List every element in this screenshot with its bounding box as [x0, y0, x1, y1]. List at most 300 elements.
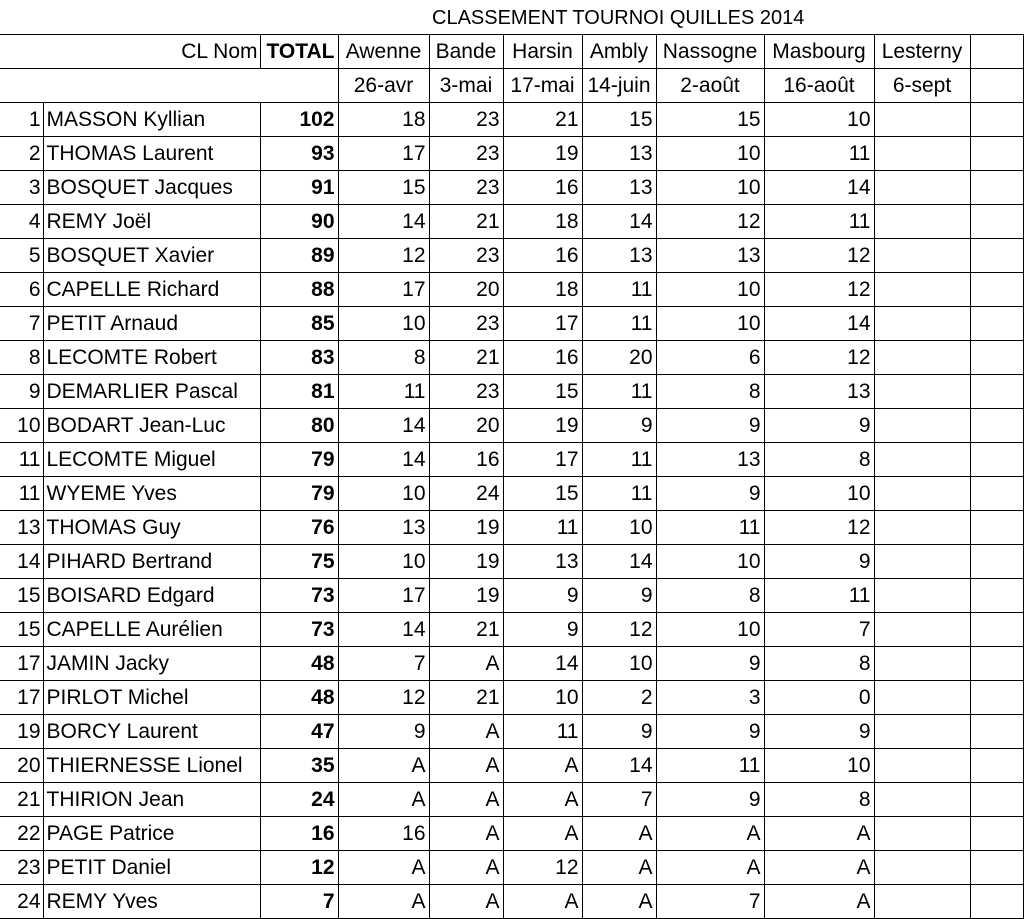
score-cell[interactable]: 17 — [338, 273, 429, 307]
empty-cell[interactable] — [970, 341, 1023, 375]
score-cell[interactable]: A — [338, 749, 429, 783]
empty-cell[interactable] — [970, 477, 1023, 511]
rank-cell[interactable]: 11 — [0, 477, 43, 511]
score-cell[interactable]: 16 — [338, 817, 429, 851]
empty-cell[interactable] — [970, 443, 1023, 477]
table-row — [0, 681, 1023, 715]
score-cell[interactable]: 18 — [503, 205, 582, 239]
rank-cell[interactable]: 9 — [0, 375, 43, 409]
rank-cell[interactable]: 2 — [0, 137, 43, 171]
name-cell[interactable]: BOISARD Edgard — [43, 579, 260, 613]
rank-cell[interactable]: 13 — [0, 511, 43, 545]
rank-cell[interactable]: 23 — [0, 851, 43, 885]
total-cell[interactable]: 73 — [260, 613, 338, 647]
table-row — [0, 205, 1023, 239]
header-venue[interactable]: Ambly — [582, 35, 656, 69]
empty-cell[interactable] — [970, 103, 1023, 137]
score-cell[interactable]: 23 — [429, 375, 503, 409]
score-cell[interactable]: 14 — [338, 613, 429, 647]
score-cell[interactable]: 21 — [429, 341, 503, 375]
score-cell[interactable]: 10 — [338, 307, 429, 341]
name-cell[interactable]: LECOMTE Robert — [43, 341, 260, 375]
empty-cell[interactable] — [970, 647, 1023, 681]
score-cell[interactable]: 21 — [429, 205, 503, 239]
score-cell[interactable]: 8 — [764, 647, 874, 681]
score-cell[interactable]: 20 — [582, 341, 656, 375]
total-cell[interactable]: 35 — [260, 749, 338, 783]
empty-cell[interactable] — [970, 817, 1023, 851]
score-cell[interactable]: 7 — [338, 647, 429, 681]
score-cell[interactable]: 23 — [429, 137, 503, 171]
score-cell[interactable] — [874, 307, 970, 341]
total-cell[interactable]: 89 — [260, 239, 338, 273]
score-cell[interactable] — [874, 817, 970, 851]
total-cell[interactable]: 81 — [260, 375, 338, 409]
score-cell[interactable] — [874, 613, 970, 647]
score-cell[interactable]: 17 — [503, 443, 582, 477]
score-cell[interactable]: 19 — [429, 545, 503, 579]
header-date[interactable]: 2-août — [656, 69, 764, 103]
score-cell[interactable] — [874, 137, 970, 171]
name-cell[interactable]: REMY Yves — [43, 885, 260, 919]
score-cell[interactable]: 10 — [656, 273, 764, 307]
header-cl-nom[interactable]: CL Nom — [0, 35, 260, 69]
rank-cell[interactable]: 15 — [0, 613, 43, 647]
score-cell[interactable]: 11 — [656, 511, 764, 545]
score-cell[interactable]: 21 — [429, 681, 503, 715]
score-cell[interactable]: 18 — [503, 273, 582, 307]
total-cell[interactable]: 24 — [260, 783, 338, 817]
name-cell[interactable]: BOSQUET Xavier — [43, 239, 260, 273]
header-venue[interactable]: Harsin — [503, 35, 582, 69]
score-cell[interactable]: 21 — [429, 613, 503, 647]
date-row — [0, 69, 1023, 103]
score-cell[interactable]: 13 — [582, 137, 656, 171]
name-cell[interactable]: PETIT Arnaud — [43, 307, 260, 341]
table-row — [0, 477, 1023, 511]
score-cell[interactable]: A — [429, 647, 503, 681]
table-row — [0, 545, 1023, 579]
score-cell[interactable]: 11 — [338, 375, 429, 409]
score-cell[interactable] — [874, 103, 970, 137]
score-cell[interactable] — [874, 511, 970, 545]
header-date[interactable]: 14-juin — [582, 69, 656, 103]
score-cell[interactable] — [874, 273, 970, 307]
header-date[interactable]: 6-sept — [874, 69, 970, 103]
empty-cell[interactable] — [970, 273, 1023, 307]
score-cell[interactable]: 3 — [656, 681, 764, 715]
header-venue[interactable]: Lesterny — [874, 35, 970, 69]
score-cell[interactable]: A — [656, 817, 764, 851]
empty-cell[interactable] — [970, 307, 1023, 341]
score-cell[interactable]: 19 — [429, 579, 503, 613]
name-cell[interactable]: LECOMTE Miguel — [43, 443, 260, 477]
score-cell[interactable]: 11 — [582, 477, 656, 511]
score-cell[interactable]: 9 — [656, 647, 764, 681]
score-cell[interactable]: A — [429, 885, 503, 919]
score-cell[interactable]: 8 — [338, 341, 429, 375]
score-cell[interactable]: A — [582, 851, 656, 885]
name-cell[interactable]: BOSQUET Jacques — [43, 171, 260, 205]
score-cell[interactable] — [874, 715, 970, 749]
total-cell[interactable]: 90 — [260, 205, 338, 239]
name-cell[interactable]: JAMIN Jacky — [43, 647, 260, 681]
table-row — [0, 307, 1023, 341]
name-cell[interactable]: PETIT Daniel — [43, 851, 260, 885]
name-cell[interactable]: PIRLOT Michel — [43, 681, 260, 715]
score-cell[interactable]: 12 — [764, 273, 874, 307]
score-cell[interactable]: 12 — [582, 613, 656, 647]
total-cell[interactable]: 91 — [260, 171, 338, 205]
score-cell[interactable]: 14 — [582, 749, 656, 783]
name-cell[interactable]: WYEME Yves — [43, 477, 260, 511]
score-cell[interactable]: 10 — [764, 477, 874, 511]
empty-cell[interactable] — [970, 69, 1023, 103]
score-cell[interactable] — [874, 545, 970, 579]
header-venue[interactable]: Nassogne — [656, 35, 764, 69]
score-cell[interactable]: 13 — [582, 171, 656, 205]
score-cell[interactable]: 10 — [503, 681, 582, 715]
rank-cell[interactable]: 4 — [0, 205, 43, 239]
name-cell[interactable]: PIHARD Bertrand — [43, 545, 260, 579]
score-cell[interactable]: 23 — [429, 171, 503, 205]
score-cell[interactable]: 11 — [582, 273, 656, 307]
name-cell[interactable]: THIERNESSE Lionel — [43, 749, 260, 783]
score-cell[interactable] — [874, 375, 970, 409]
score-cell[interactable]: 11 — [582, 307, 656, 341]
rank-cell[interactable]: 22 — [0, 817, 43, 851]
header-venue[interactable]: Bande — [429, 35, 503, 69]
total-cell[interactable]: 12 — [260, 851, 338, 885]
rank-cell[interactable]: 10 — [0, 409, 43, 443]
score-cell[interactable]: 13 — [656, 239, 764, 273]
empty-cell[interactable] — [970, 681, 1023, 715]
score-cell[interactable]: 7 — [764, 613, 874, 647]
total-cell[interactable]: 7 — [260, 885, 338, 919]
empty-cell[interactable] — [970, 409, 1023, 443]
score-cell[interactable]: 14 — [582, 545, 656, 579]
score-cell[interactable]: 9 — [656, 783, 764, 817]
total-cell[interactable]: 93 — [260, 137, 338, 171]
empty-cell[interactable] — [0, 69, 338, 103]
score-cell[interactable] — [874, 783, 970, 817]
score-cell[interactable]: A — [503, 817, 582, 851]
score-cell[interactable]: 9 — [764, 409, 874, 443]
score-cell[interactable]: 14 — [764, 171, 874, 205]
score-cell[interactable]: 12 — [764, 341, 874, 375]
score-cell[interactable] — [874, 477, 970, 511]
score-cell[interactable]: A — [338, 885, 429, 919]
score-cell[interactable]: A — [338, 851, 429, 885]
total-cell[interactable]: 48 — [260, 681, 338, 715]
empty-cell[interactable] — [970, 137, 1023, 171]
empty-cell[interactable] — [970, 35, 1023, 69]
score-cell[interactable]: 11 — [503, 715, 582, 749]
score-cell[interactable] — [874, 205, 970, 239]
name-cell[interactable]: THIRION Jean — [43, 783, 260, 817]
score-cell[interactable]: 19 — [503, 137, 582, 171]
score-cell[interactable]: A — [429, 851, 503, 885]
score-cell[interactable]: A — [764, 851, 874, 885]
score-cell[interactable]: 11 — [764, 137, 874, 171]
score-cell[interactable]: 10 — [656, 545, 764, 579]
table-row — [0, 715, 1023, 749]
score-cell[interactable]: 9 — [503, 613, 582, 647]
total-cell[interactable]: 73 — [260, 579, 338, 613]
name-cell[interactable]: THOMAS Guy — [43, 511, 260, 545]
rank-cell[interactable]: 1 — [0, 103, 43, 137]
score-cell[interactable]: 14 — [503, 647, 582, 681]
name-cell[interactable]: THOMAS Laurent — [43, 137, 260, 171]
empty-cell[interactable] — [970, 205, 1023, 239]
score-cell[interactable]: 18 — [338, 103, 429, 137]
score-cell[interactable]: 9 — [582, 715, 656, 749]
table-row — [0, 817, 1023, 851]
score-cell[interactable]: A — [503, 783, 582, 817]
score-cell[interactable]: 12 — [656, 205, 764, 239]
score-cell[interactable]: 9 — [503, 579, 582, 613]
score-cell[interactable]: 13 — [764, 375, 874, 409]
score-cell[interactable]: 12 — [764, 511, 874, 545]
score-cell[interactable]: 10 — [582, 647, 656, 681]
score-cell[interactable]: 10 — [764, 103, 874, 137]
score-cell[interactable]: A — [429, 715, 503, 749]
score-cell[interactable]: 8 — [656, 375, 764, 409]
score-cell[interactable] — [874, 885, 970, 919]
score-cell[interactable]: 23 — [429, 239, 503, 273]
score-cell[interactable]: 15 — [338, 171, 429, 205]
total-cell[interactable]: 47 — [260, 715, 338, 749]
table-row — [0, 579, 1023, 613]
header-date[interactable]: 3-mai — [429, 69, 503, 103]
total-cell[interactable]: 88 — [260, 273, 338, 307]
score-cell[interactable]: 17 — [338, 137, 429, 171]
score-cell[interactable]: 10 — [656, 137, 764, 171]
table-row — [0, 613, 1023, 647]
score-cell[interactable]: 19 — [503, 409, 582, 443]
score-cell[interactable]: 9 — [656, 715, 764, 749]
score-cell[interactable]: 13 — [503, 545, 582, 579]
header-venue[interactable]: Masbourg — [764, 35, 874, 69]
empty-cell[interactable] — [970, 375, 1023, 409]
rank-cell[interactable]: 5 — [0, 239, 43, 273]
score-cell[interactable]: 23 — [429, 103, 503, 137]
rank-cell[interactable]: 17 — [0, 681, 43, 715]
score-cell[interactable]: 11 — [582, 443, 656, 477]
score-cell[interactable]: A — [429, 817, 503, 851]
total-cell[interactable]: 75 — [260, 545, 338, 579]
header-venue[interactable]: Awenne — [338, 35, 429, 69]
score-cell[interactable]: 7 — [656, 885, 764, 919]
total-cell[interactable]: 79 — [260, 443, 338, 477]
total-cell[interactable]: 79 — [260, 477, 338, 511]
score-cell[interactable] — [874, 851, 970, 885]
score-cell[interactable] — [874, 749, 970, 783]
score-cell[interactable]: 10 — [656, 613, 764, 647]
score-cell[interactable]: 7 — [582, 783, 656, 817]
score-cell[interactable]: 8 — [656, 579, 764, 613]
total-cell[interactable]: 48 — [260, 647, 338, 681]
score-cell[interactable]: 20 — [429, 409, 503, 443]
rank-cell[interactable]: 24 — [0, 885, 43, 919]
empty-cell[interactable] — [970, 239, 1023, 273]
name-cell[interactable]: PAGE Patrice — [43, 817, 260, 851]
score-cell[interactable]: A — [503, 749, 582, 783]
score-cell[interactable] — [874, 239, 970, 273]
empty-cell[interactable] — [970, 171, 1023, 205]
score-cell[interactable]: 10 — [338, 477, 429, 511]
score-cell[interactable]: 10 — [656, 307, 764, 341]
score-cell[interactable]: 11 — [656, 749, 764, 783]
score-cell[interactable]: 10 — [656, 171, 764, 205]
rank-cell[interactable]: 8 — [0, 341, 43, 375]
score-cell[interactable]: A — [582, 885, 656, 919]
score-cell[interactable]: 11 — [503, 511, 582, 545]
score-cell[interactable]: A — [338, 783, 429, 817]
score-cell[interactable]: 9 — [764, 545, 874, 579]
score-cell[interactable]: 10 — [338, 545, 429, 579]
score-cell[interactable]: 13 — [582, 239, 656, 273]
score-cell[interactable]: A — [764, 885, 874, 919]
empty-cell[interactable] — [970, 545, 1023, 579]
score-cell[interactable]: 17 — [338, 579, 429, 613]
score-cell[interactable]: 13 — [656, 443, 764, 477]
name-cell[interactable]: CAPELLE Aurélien — [43, 613, 260, 647]
header-date[interactable]: 16-août — [764, 69, 874, 103]
total-cell[interactable]: 102 — [260, 103, 338, 137]
score-cell[interactable]: 14 — [338, 443, 429, 477]
score-cell[interactable]: 15 — [582, 103, 656, 137]
empty-cell[interactable] — [970, 613, 1023, 647]
rank-cell[interactable]: 17 — [0, 647, 43, 681]
score-cell[interactable]: 19 — [429, 511, 503, 545]
rank-cell[interactable]: 20 — [0, 749, 43, 783]
score-cell[interactable]: 16 — [429, 443, 503, 477]
rank-cell[interactable]: 21 — [0, 783, 43, 817]
score-cell[interactable]: 11 — [764, 579, 874, 613]
score-cell[interactable]: 9 — [582, 579, 656, 613]
rank-cell[interactable]: 7 — [0, 307, 43, 341]
score-cell[interactable]: A — [429, 783, 503, 817]
score-cell[interactable]: 9 — [656, 409, 764, 443]
name-cell[interactable]: MASSON Kyllian — [43, 103, 260, 137]
score-cell[interactable] — [874, 341, 970, 375]
empty-cell[interactable] — [970, 851, 1023, 885]
score-cell[interactable]: 23 — [429, 307, 503, 341]
score-cell[interactable]: 8 — [764, 443, 874, 477]
score-cell[interactable]: 8 — [764, 783, 874, 817]
name-cell[interactable]: REMY Joël — [43, 205, 260, 239]
score-cell[interactable]: 15 — [656, 103, 764, 137]
empty-cell[interactable] — [970, 885, 1023, 919]
score-cell[interactable]: A — [656, 851, 764, 885]
rank-cell[interactable]: 3 — [0, 171, 43, 205]
score-cell[interactable]: 6 — [656, 341, 764, 375]
table-row — [0, 783, 1023, 817]
score-cell[interactable]: 12 — [338, 681, 429, 715]
score-cell[interactable]: 0 — [764, 681, 874, 715]
score-cell[interactable]: 21 — [503, 103, 582, 137]
rank-cell[interactable]: 14 — [0, 545, 43, 579]
score-cell[interactable] — [874, 647, 970, 681]
score-cell[interactable] — [874, 681, 970, 715]
header-total[interactable]: TOTAL — [260, 35, 338, 69]
score-cell[interactable] — [874, 409, 970, 443]
total-cell[interactable]: 80 — [260, 409, 338, 443]
score-cell[interactable] — [874, 579, 970, 613]
score-cell[interactable]: 9 — [582, 409, 656, 443]
score-cell[interactable]: 24 — [429, 477, 503, 511]
rank-cell[interactable]: 11 — [0, 443, 43, 477]
empty-cell[interactable] — [970, 715, 1023, 749]
score-cell[interactable]: A — [764, 817, 874, 851]
rank-cell[interactable]: 15 — [0, 579, 43, 613]
score-cell[interactable]: 16 — [503, 239, 582, 273]
total-cell[interactable]: 76 — [260, 511, 338, 545]
score-cell[interactable]: 14 — [764, 307, 874, 341]
empty-cell[interactable] — [970, 511, 1023, 545]
score-cell[interactable]: 10 — [764, 749, 874, 783]
score-cell[interactable]: 12 — [764, 239, 874, 273]
score-cell[interactable] — [874, 443, 970, 477]
score-cell[interactable]: A — [582, 817, 656, 851]
score-cell[interactable] — [874, 171, 970, 205]
score-cell[interactable]: 12 — [338, 239, 429, 273]
empty-cell[interactable] — [970, 783, 1023, 817]
score-cell[interactable]: 15 — [503, 477, 582, 511]
name-cell[interactable]: BORCY Laurent — [43, 715, 260, 749]
score-cell[interactable]: 11 — [582, 375, 656, 409]
rank-cell[interactable]: 6 — [0, 273, 43, 307]
score-cell[interactable]: 14 — [338, 409, 429, 443]
score-cell[interactable]: 15 — [503, 375, 582, 409]
header-date[interactable]: 17-mai — [503, 69, 582, 103]
score-cell[interactable]: 13 — [338, 511, 429, 545]
score-cell[interactable]: 9 — [764, 715, 874, 749]
name-cell[interactable]: DEMARLIER Pascal — [43, 375, 260, 409]
empty-cell[interactable] — [970, 749, 1023, 783]
table-row — [0, 341, 1023, 375]
score-cell[interactable]: 9 — [656, 477, 764, 511]
score-cell[interactable]: 17 — [503, 307, 582, 341]
score-cell[interactable]: 11 — [764, 205, 874, 239]
name-cell[interactable]: CAPELLE Richard — [43, 273, 260, 307]
name-cell[interactable]: BODART Jean-Luc — [43, 409, 260, 443]
total-cell[interactable]: 16 — [260, 817, 338, 851]
table-row — [0, 851, 1023, 885]
score-cell[interactable]: 20 — [429, 273, 503, 307]
score-cell[interactable]: A — [503, 885, 582, 919]
total-cell[interactable]: 85 — [260, 307, 338, 341]
table-row — [0, 443, 1023, 477]
empty-cell[interactable] — [970, 579, 1023, 613]
score-cell[interactable]: 14 — [338, 205, 429, 239]
score-cell[interactable]: 9 — [338, 715, 429, 749]
score-cell[interactable]: A — [429, 749, 503, 783]
score-cell[interactable]: 12 — [503, 851, 582, 885]
score-cell[interactable]: 10 — [582, 511, 656, 545]
rank-cell[interactable]: 19 — [0, 715, 43, 749]
table-row — [0, 137, 1023, 171]
total-cell[interactable]: 83 — [260, 341, 338, 375]
score-cell[interactable]: 16 — [503, 341, 582, 375]
score-cell[interactable]: 2 — [582, 681, 656, 715]
score-cell[interactable]: 14 — [582, 205, 656, 239]
header-date[interactable]: 26-avr — [338, 69, 429, 103]
table-row — [0, 647, 1023, 681]
score-cell[interactable]: 16 — [503, 171, 582, 205]
table-row — [0, 171, 1023, 205]
